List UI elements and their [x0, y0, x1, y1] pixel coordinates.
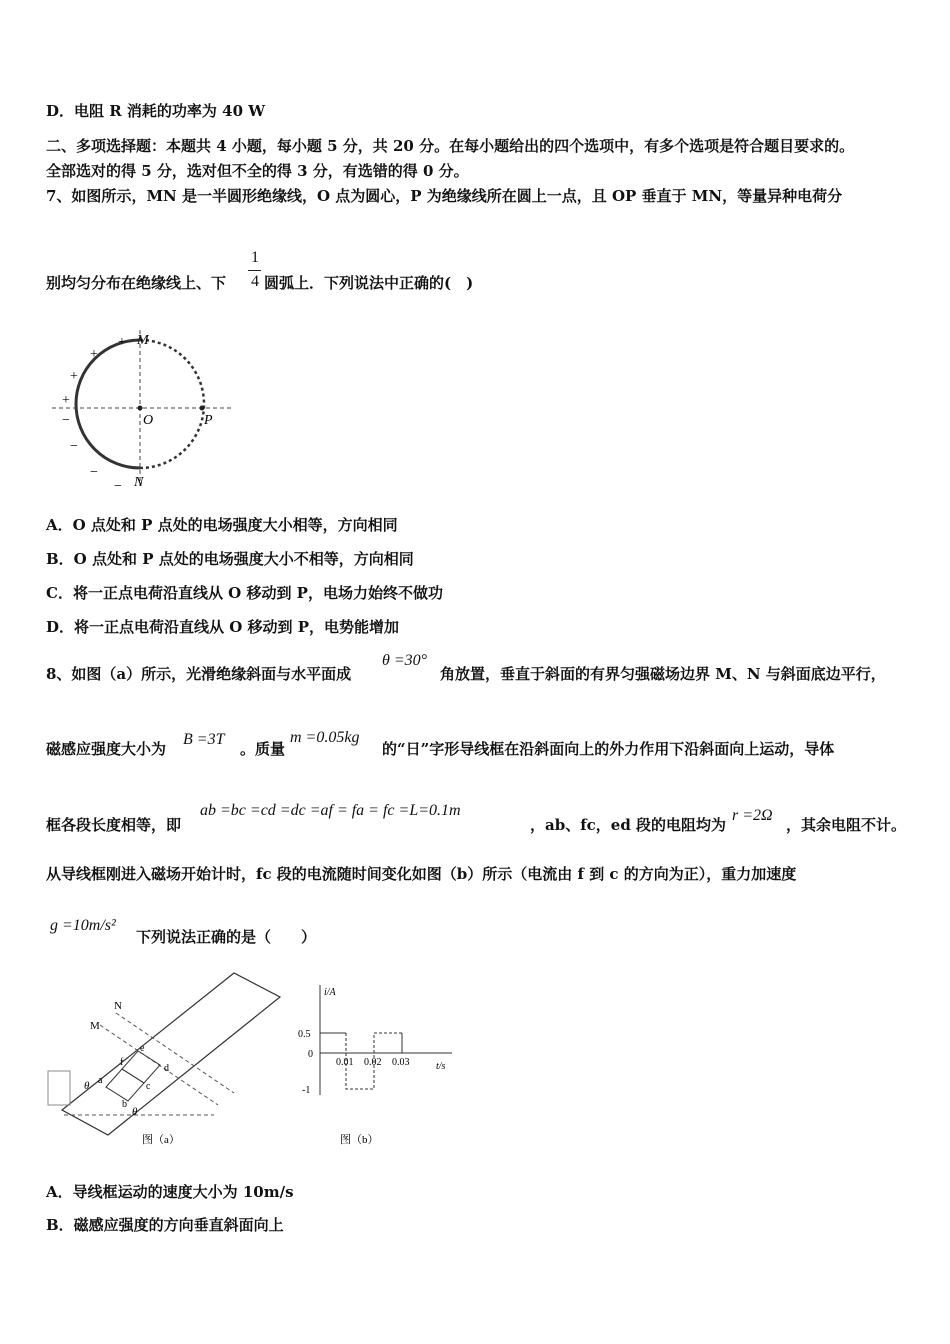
incline-plane	[62, 973, 280, 1135]
label-p: P	[204, 413, 213, 428]
q8-figure	[44, 965, 484, 1155]
label-b: b	[122, 1099, 127, 1110]
label-c: c	[146, 1081, 151, 1092]
minus-sign: −	[62, 413, 70, 428]
caption-b: 图（b）	[340, 1134, 379, 1146]
minus-sign: −	[114, 479, 122, 494]
label-f: f	[120, 1057, 124, 1068]
base-block	[48, 1071, 70, 1105]
i-axis-label: i/A	[324, 987, 336, 998]
label-n: N	[114, 1000, 122, 1012]
caption-a: 图（a）	[142, 1134, 180, 1146]
q8-stem-c3: ，其余电阻不计。	[786, 816, 907, 834]
current-graph-b	[298, 985, 452, 1146]
theta-expression: θ =30°	[382, 652, 428, 669]
minus-sign: −	[90, 465, 98, 480]
incline-figure-a	[48, 973, 280, 1146]
plus-sign: +	[90, 347, 98, 362]
tick-0.02: 0.02	[364, 1057, 382, 1068]
insulator-arc-left	[76, 340, 140, 468]
label-n: N	[134, 475, 144, 490]
q8-option-b: B．磁感应强度的方向垂直斜面向上	[46, 1216, 284, 1234]
b-expression: B =3T	[183, 731, 225, 748]
label-m: M	[137, 333, 149, 348]
length-equation: ab =bc =cd =dc =af = fa = fc =L=0.1m	[200, 802, 461, 819]
r-expression: r =2Ω	[732, 807, 773, 824]
q8-stem-d: 从导线框刚进入磁场开始计时，fc 段的电流随时间变化如图（b）所示（电流由 f 到 c 的方向为正），重力加速度	[46, 865, 797, 883]
tick-0.5: 0.5	[298, 1029, 311, 1040]
q7-option-b: B．O 点处和 P 点处的电场强度大小不相等，方向相同	[46, 550, 414, 568]
tick-0.03: 0.03	[392, 1057, 410, 1068]
q7-stem-line2-part2: 圆弧上．下列说法中正确的( )	[264, 274, 474, 292]
label-o: O	[143, 413, 154, 428]
q8-stem-c1: 框各段长度相等，即	[46, 816, 182, 834]
tick-0: 0	[308, 1049, 313, 1060]
insulator-arc-right	[140, 340, 204, 468]
section-header: 二、多项选择题：本题共 4 小题，每小题 5 分，共 20 分。在每小题给出的四个选项中，有多个选项是符合题目要求的。	[46, 137, 855, 155]
fraction-bar	[248, 270, 261, 271]
g-expression: g =10m/s²	[50, 917, 116, 934]
fraction-numerator: 1	[251, 249, 259, 266]
plus-sign: +	[118, 335, 126, 350]
label-theta: θ	[132, 1106, 138, 1118]
plus-sign: +	[62, 393, 70, 408]
tick-0.01: 0.01	[336, 1057, 354, 1068]
section-scoring: 全部选对的得 5 分，选对但不全的得 3 分，有选错的得 0 分。	[46, 162, 469, 180]
center-point	[138, 406, 143, 411]
q7-option-a: A．O 点处和 P 点处的电场强度大小相等，方向相同	[46, 516, 398, 534]
q8-stem-b1: 磁感应强度大小为	[46, 740, 167, 758]
q7-stem-line1: 7、如图所示，MN 是一半圆形绝缘线，O 点为圆心，P 为绝缘线所在圆上一点，且 OP 垂直于 MN，等量异种电荷分	[46, 187, 843, 205]
q8-stem-part2: 角放置，垂直于斜面的有界匀强磁场边界 M、N 与斜面底边平行，	[440, 665, 886, 683]
label-a: a	[98, 1075, 103, 1086]
m-expression: m =0.05kg	[290, 729, 360, 746]
wire-frame-upper	[122, 1051, 160, 1083]
label-theta: θ	[84, 1080, 90, 1092]
q7-option-d: D．将一正点电荷沿直线从 O 移动到 P，电势能增加	[46, 618, 400, 636]
q7-option-c: C．将一正点电荷沿直线从 O 移动到 P，电场力始终不做功	[46, 584, 443, 602]
prev-option-d: D．电阻 R 消耗的功率为 40 W	[46, 102, 266, 120]
wire-frame-lower	[106, 1069, 144, 1101]
q8-stem-c2: ，ab、fc，ed 段的电阻均为	[530, 816, 727, 834]
minus-sign: −	[70, 439, 78, 454]
q8-stem-e: 下列说法正确的是（ ）	[136, 928, 317, 946]
q8-stem-b3: 的“日”字形导线框在沿斜面向上的外力作用下沿斜面向上运动，导体	[382, 740, 835, 758]
label-e: e	[140, 1043, 145, 1054]
label-d: d	[164, 1063, 169, 1074]
point-p	[200, 406, 205, 411]
q8-option-a: A．导线框运动的速度大小为 10m/s	[46, 1183, 294, 1201]
q7-stem-line2-part1: 别均匀分布在绝缘线上、下	[46, 274, 227, 292]
q8-stem-part1: 8、如图（a）所示，光滑绝缘斜面与水平面成	[46, 665, 352, 683]
q7-circle-figure	[44, 320, 244, 500]
plus-sign: +	[70, 369, 78, 384]
tick-neg1: -1	[302, 1085, 311, 1096]
label-m: M	[90, 1020, 100, 1032]
q8-stem-b2: 。质量	[240, 740, 286, 758]
fraction-denominator: 4	[251, 273, 259, 290]
t-axis-label: t/s	[436, 1061, 446, 1072]
